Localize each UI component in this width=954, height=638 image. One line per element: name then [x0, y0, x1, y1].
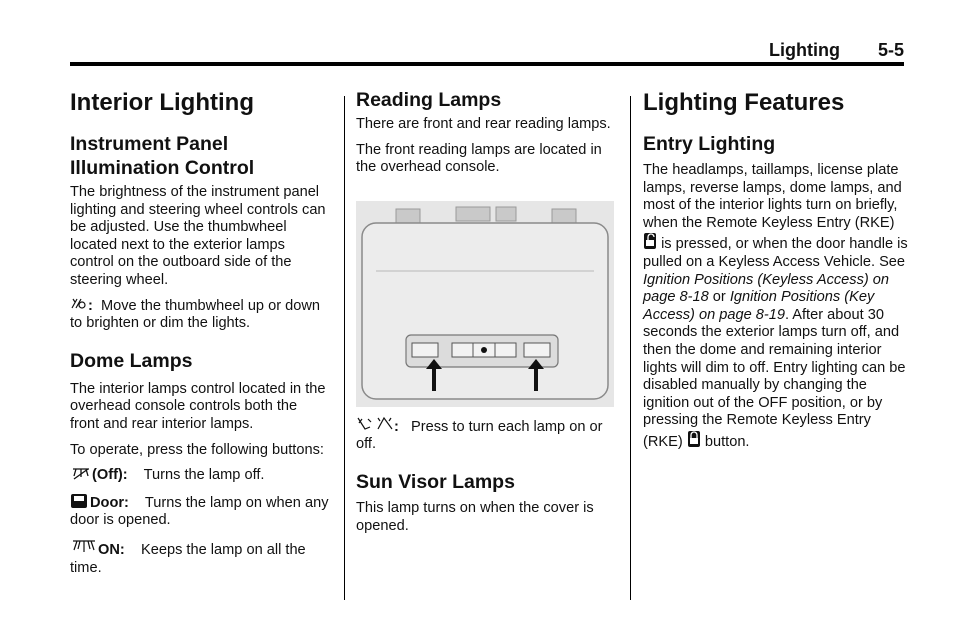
- door-text: Turns the lamp on when any door is opened.: [70, 494, 329, 529]
- lighting-features-title: Lighting Features: [643, 89, 845, 116]
- ipic-body: The brightness of the instrument panel lighting and steering wheel controls can be adjusted. Use the thumbwheel located next to the exterior lamps control on the outboard side of the steering wheel.: [70, 184, 326, 288]
- ignition-keyless-reference[interactable]: Ignition Positions (Keyless Access) on page 8-18: [643, 271, 890, 306]
- entry-text-4: . After about 30 seconds the exterior lamps turn off, and then the dome and remaining interior lights will dim to off. Entry lighting can be disabled manually by changing the ignition out of the OFF position, or by pressing the Remote Keyless Entry (RKE): [643, 306, 906, 450]
- sun-visor-lamps-heading: Sun Visor Lamps: [356, 470, 515, 493]
- column-3: [643, 88, 909, 452]
- dome-on-item: [70, 538, 330, 577]
- interior-lighting-title: Interior Lighting: [70, 89, 254, 116]
- reading-body1: There are front and rear reading lamps.: [356, 116, 611, 132]
- dome-off-icon: [70, 467, 92, 481]
- ignition-key-reference[interactable]: Ignition Positions (Key Access) on page 8-19: [643, 289, 875, 323]
- reading-icon-text: Press to turn each lamp on or off.: [356, 418, 603, 453]
- overhead-console-illustration: [356, 201, 614, 407]
- on-text: Keeps the lamp on all the time.: [70, 541, 306, 576]
- entry-lighting-body: [643, 162, 909, 452]
- column-1: [70, 88, 330, 577]
- dome-on-icon: [70, 538, 98, 556]
- door-icon: [70, 493, 90, 509]
- reading-body2: The front reading lamps are located in the overhead console.: [356, 141, 602, 176]
- unlock-icon: [643, 232, 657, 250]
- column-2: [356, 88, 618, 535]
- column-divider: [344, 96, 345, 600]
- door-label: Door:: [90, 494, 129, 511]
- off-text: Turns the lamp off.: [143, 467, 265, 484]
- overhead-console-photo: [356, 201, 614, 407]
- ipic-icon-text: Move the thumbwheel up or down to brighten or dim the lights.: [70, 297, 321, 332]
- entry-text-1: The headlamps, taillamps, license plate lamps, reverse lamps, dome lamps, and most of the interior lights turn on briefly, when the Remote Keyless Entry (RKE): [643, 162, 902, 231]
- dome-body1: The interior lamps control located in the overhead console controls both the front and rear interior lamps.: [70, 380, 326, 432]
- section-title: Lighting: [769, 40, 840, 60]
- dome-body2: To operate, press the following buttons:: [70, 441, 324, 458]
- page-header: [70, 36, 904, 63]
- column-divider: [630, 96, 631, 600]
- entry-text-3: or: [712, 289, 726, 306]
- lock-icon: [687, 430, 701, 448]
- reading-lamp-icon: [356, 415, 394, 433]
- ipic-heading: Instrument Panel Illumination Control: [70, 133, 255, 179]
- reading-icon-label: :: [394, 418, 399, 435]
- dome-door-item: [70, 493, 330, 530]
- entry-lighting-heading: Entry Lighting: [643, 133, 776, 155]
- ipic-icon-label: :: [88, 297, 93, 314]
- ipic-icon-paragraph: [70, 296, 330, 333]
- dimmer-icon: [70, 296, 88, 312]
- reading-icon-paragraph: [356, 415, 618, 454]
- reading-lamps-heading: Reading Lamps: [356, 89, 502, 111]
- entry-text-2: is pressed, or when the door handle is pulled on a Keyless Access Vehicle. See: [643, 236, 908, 270]
- dome-lamps-heading: Dome Lamps: [70, 349, 193, 372]
- page-number: 5-5: [877, 40, 904, 60]
- off-label: (Off):: [92, 467, 128, 484]
- visor-body: This lamp turns on when the cover is opened.: [356, 499, 594, 534]
- on-label: ON:: [98, 541, 125, 558]
- dome-off-item: [70, 467, 330, 485]
- entry-text-5: button.: [704, 433, 750, 450]
- header-rule: [70, 62, 904, 66]
